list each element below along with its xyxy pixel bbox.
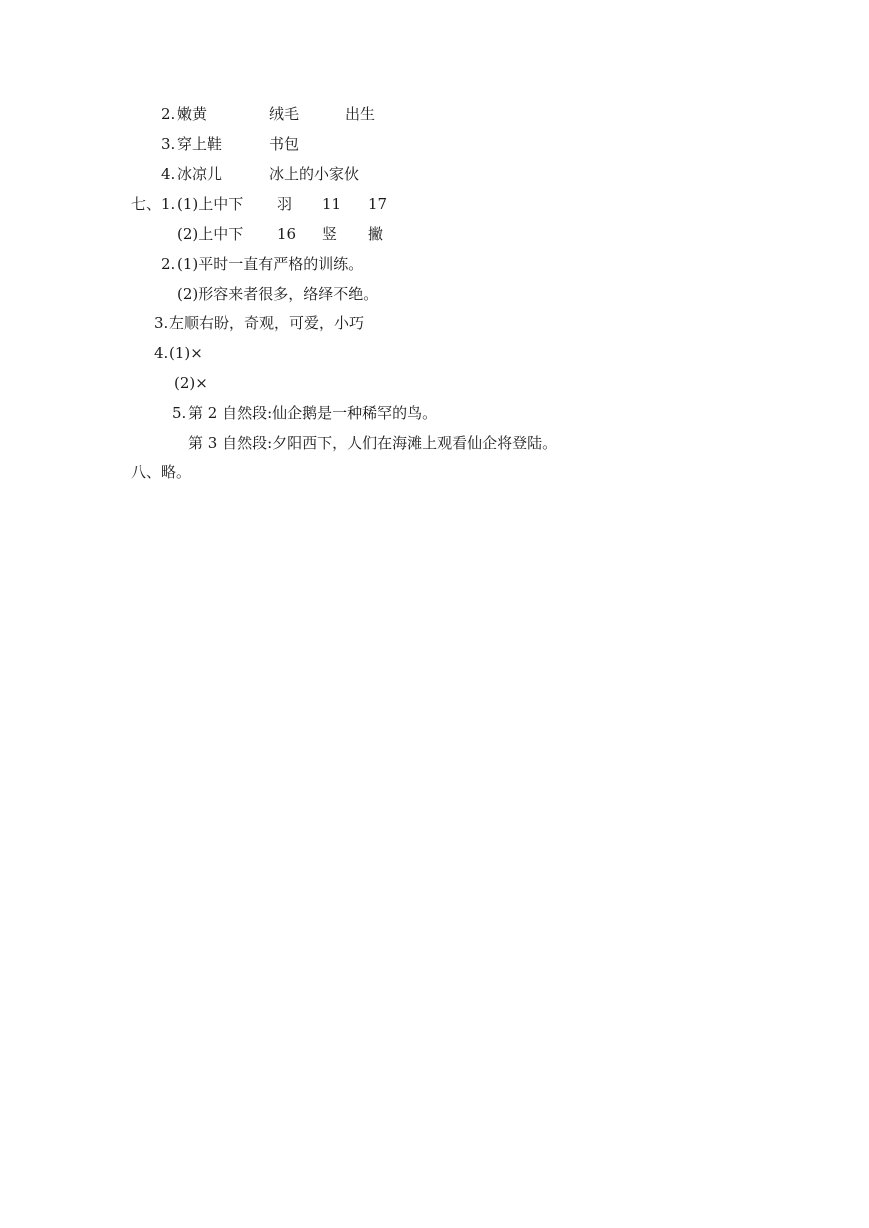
answer-word: (1)上中下 xyxy=(177,195,244,213)
item-number: 4. xyxy=(154,344,169,362)
answer-word: 17 xyxy=(368,195,388,213)
answer-text: 第 2 自然段:仙企鹅是一种稀罕的鸟。 xyxy=(188,404,438,422)
answer-word: 16 xyxy=(277,225,297,243)
item-number: 2. xyxy=(161,105,176,123)
answer-word: 书包 xyxy=(269,135,300,153)
answer-word: (2)上中下 xyxy=(177,225,244,243)
answer-text: (2)× xyxy=(174,374,208,392)
answer-word: 绒毛 xyxy=(269,105,300,123)
item-number: 3. xyxy=(154,314,169,332)
answer-word: 冰上的小家伙 xyxy=(269,165,360,183)
item-number: 4. xyxy=(161,165,176,183)
answer-text: 第 3 自然段:夕阳西下，人们在海滩上观看仙企将登陆。 xyxy=(188,434,558,452)
item-number: 2. xyxy=(161,255,176,273)
answer-word: 11 xyxy=(322,195,342,213)
answer-word: 出生 xyxy=(345,105,376,123)
answer-text: (1)× xyxy=(169,344,203,362)
section-prefix: 七、1. xyxy=(131,195,176,213)
item-number: 5. xyxy=(172,404,187,422)
answer-text: (2)形容来者很多，络绎不绝。 xyxy=(177,285,379,303)
answer-word: 撇 xyxy=(368,225,384,243)
answer-word: 竖 xyxy=(322,225,338,243)
answer-word: 穿上鞋 xyxy=(177,135,223,153)
answer-word: 羽 xyxy=(277,195,293,213)
answer-text: 八、略。 xyxy=(131,463,192,481)
answer-text: 左顺右盼，奇观，可爱，小巧 xyxy=(169,314,365,332)
item-number: 3. xyxy=(161,135,176,153)
answer-word: 冰凉儿 xyxy=(177,165,223,183)
answer-text: (1)平时一直有严格的训练。 xyxy=(177,255,364,273)
answer-word: 嫩黄 xyxy=(177,105,208,123)
